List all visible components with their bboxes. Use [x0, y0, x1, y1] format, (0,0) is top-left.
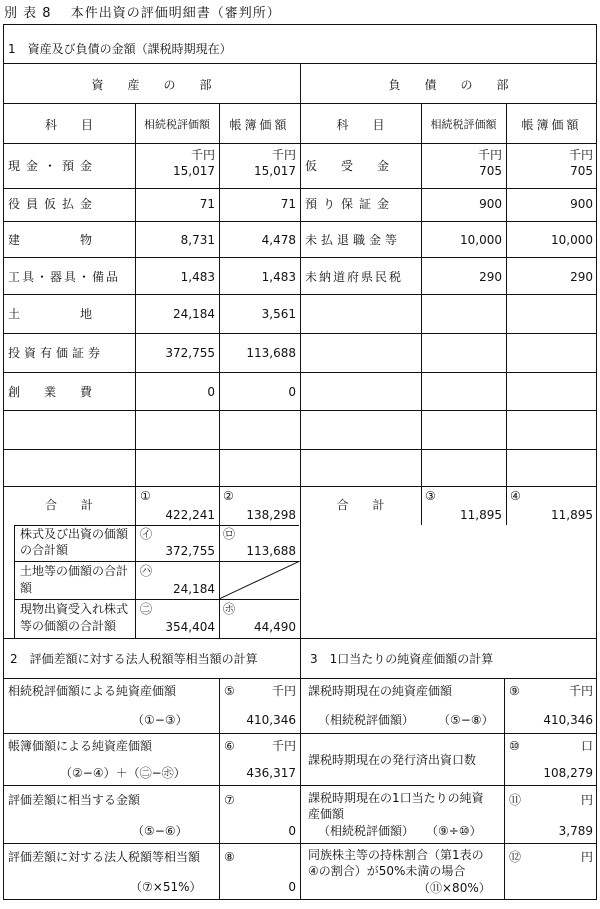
asset-label: 投資有価証券: [8, 346, 105, 360]
s3-label: 同族株主等の持株割合（第1表の: [308, 848, 484, 862]
circled-number: ④: [510, 489, 521, 503]
s3-value: 3,789: [558, 824, 593, 838]
cell-diagonal: [219, 561, 300, 599]
liability-label: 未納道府県民税: [305, 270, 404, 284]
total-assets-book: 138,298: [246, 508, 296, 522]
liability-inherit: 705: [479, 164, 502, 178]
document-title-line: [4, 2, 295, 21]
asset-book: 1,483: [261, 270, 296, 284]
asset-inherit: 0: [207, 385, 215, 399]
land-label: 額: [20, 581, 33, 595]
asset-label: 土 地: [8, 307, 93, 321]
s2-formula: （②−④）＋（㊁−㋭）: [60, 766, 186, 780]
s3-value: 410,346: [543, 713, 593, 727]
circled-number: ⑪: [509, 793, 522, 807]
circled-number: ⑫: [509, 850, 522, 864]
s3-sub: （相続税評価額） （⑨÷⑩）: [318, 824, 482, 838]
stock-label: の合計額: [20, 543, 69, 557]
s2-value: 410,346: [246, 713, 296, 727]
liability-label: 仮 受 金: [305, 159, 390, 173]
stock-label: 株式及び出資の価額: [20, 527, 129, 541]
asset-inherit: 372,755: [165, 346, 215, 360]
unit-label: 千円: [271, 684, 296, 698]
s2-value: 436,317: [246, 766, 296, 780]
col-book-liab: 帳簿価額: [521, 118, 582, 132]
circled-number: ①: [140, 489, 151, 503]
circled-number: ⑤: [224, 684, 235, 698]
s3-label: 課税時期現在の発行済出資口数: [308, 753, 477, 767]
section2-title: 2 評価差額に対する法人税額等相当額の計算: [10, 652, 258, 666]
s2-formula: （①−③）: [132, 713, 188, 727]
liability-book: 290: [570, 270, 593, 284]
total-label-liab: 合 計: [336, 498, 385, 512]
circled-number: ⑥: [224, 739, 235, 753]
unit-label: 千円: [190, 148, 215, 162]
s3-label: ④の割合）が50%未満の場合: [308, 864, 466, 878]
land-label: 土地等の価額の合計: [20, 564, 129, 578]
asset-inherit: 15,017: [173, 164, 215, 178]
stock-inherit: 372,755: [165, 544, 215, 558]
form-label: 別 表 8: [4, 6, 52, 21]
liability-label: 未払退職金等: [305, 233, 402, 247]
rule: [300, 63, 301, 638]
s2-value: 0: [288, 824, 296, 838]
circled-mark: ㊁: [140, 602, 153, 616]
s2-label: 評価差額に相当する金額: [8, 793, 141, 807]
circled-number: ⑦: [224, 793, 235, 807]
section1-title: 1 資産及び負債の金額（課税時期現在）: [8, 42, 232, 56]
circled-mark: ㋩: [140, 564, 153, 578]
asset-book: 3,561: [261, 307, 296, 321]
asset-inherit: 1,483: [180, 270, 215, 284]
asset-inherit: 24,184: [173, 307, 215, 321]
s3-sub: （⑪×80%）: [418, 881, 491, 895]
rule: [219, 678, 220, 900]
unit-label: 千円: [271, 148, 296, 162]
s2-label: 評価差額に対する法人税額等相当額: [8, 850, 201, 864]
unit-label: 千円: [568, 684, 593, 698]
s3-value: 108,279: [543, 766, 593, 780]
assets-header: 資 産 の 部: [91, 78, 212, 92]
unit-label: 千円: [477, 148, 502, 162]
unit-label: 円: [580, 793, 593, 807]
asset-label: 建 物: [8, 233, 93, 247]
col-inherit-liab: 相続税評価額: [430, 118, 497, 131]
col-inherit-assets: 相続税評価額: [144, 118, 210, 131]
total-liab-book: 11,895: [551, 508, 593, 522]
rule: [504, 678, 505, 900]
inkind-book: 44,490: [254, 620, 296, 634]
unit-label: 円: [580, 850, 593, 864]
asset-label: 役員仮払金: [8, 197, 99, 211]
section3-title: 3 1口当たりの純資産価額の計算: [310, 652, 494, 666]
inkind-label: 等の価額の合計額: [20, 619, 117, 633]
liability-label: 預り保証金: [305, 197, 396, 211]
s2-formula: （⑦×51%）: [130, 880, 202, 894]
document-title: 本件出資の評価明細書（審判所）: [70, 6, 281, 21]
liability-book: 900: [570, 197, 593, 211]
liability-book: 705: [570, 164, 593, 178]
total-label-assets: 合 計: [44, 498, 93, 512]
rule: [300, 638, 301, 900]
circled-mark: ㋺: [223, 527, 236, 541]
circled-number: ⑧: [224, 850, 235, 864]
circled-mark: ㋑: [140, 527, 153, 541]
asset-book: 0: [288, 385, 296, 399]
s2-value: 0: [288, 880, 296, 894]
liability-inherit: 290: [479, 270, 502, 284]
s3-label: 産価額: [308, 807, 345, 821]
circled-number: ③: [425, 489, 436, 503]
asset-inherit: 71: [199, 197, 215, 211]
circled-mark: ㋭: [223, 602, 236, 616]
s3-sub: （相続税評価額） （⑤−⑧）: [318, 713, 494, 727]
col-item-liab: 科 目: [336, 118, 385, 132]
circled-number: ②: [223, 489, 234, 503]
liability-inherit: 10,000: [460, 233, 502, 247]
stock-book: 113,688: [246, 544, 296, 558]
asset-book: 15,017: [254, 164, 296, 178]
asset-book: 113,688: [246, 346, 296, 360]
asset-inherit: 8,731: [180, 233, 215, 247]
total-liab-inherit: 11,895: [460, 508, 502, 522]
rule: [14, 525, 15, 638]
inkind-inherit: 354,404: [165, 620, 215, 634]
col-item-assets: 科 目: [44, 118, 93, 132]
asset-label: 創 業 費: [8, 385, 93, 399]
liability-book: 10,000: [551, 233, 593, 247]
s2-formula: （⑤−⑥）: [132, 824, 188, 838]
asset-label: 現金・預金: [8, 159, 99, 173]
asset-book: 71: [280, 197, 296, 211]
s3-label: 課税時期現在の純資産価額: [308, 684, 453, 698]
circled-number: ⑩: [509, 739, 520, 753]
asset-book: 4,478: [261, 233, 296, 247]
s2-label: 相続税評価額による純資産価額: [8, 684, 177, 698]
total-assets-inherit: 422,241: [165, 508, 215, 522]
unit-label: 口: [580, 739, 593, 753]
rule: [14, 525, 299, 526]
liabilities-header: 負 債 の 部: [388, 78, 509, 92]
s2-label: 帳簿価額による純資産価額: [8, 739, 153, 753]
liability-inherit: 900: [479, 197, 502, 211]
asset-label: 工具・器具・備品: [8, 270, 121, 284]
s3-label: 課税時期現在の1口当たりの純資: [308, 791, 484, 805]
unit-label: 千円: [568, 148, 593, 162]
col-book-assets: 帳簿価額: [229, 118, 290, 132]
rule: [14, 599, 299, 600]
unit-label: 千円: [271, 739, 296, 753]
inkind-label: 現物出資受入れ株式: [20, 602, 129, 616]
land-inherit: 24,184: [173, 582, 215, 596]
circled-number: ⑨: [509, 684, 520, 698]
